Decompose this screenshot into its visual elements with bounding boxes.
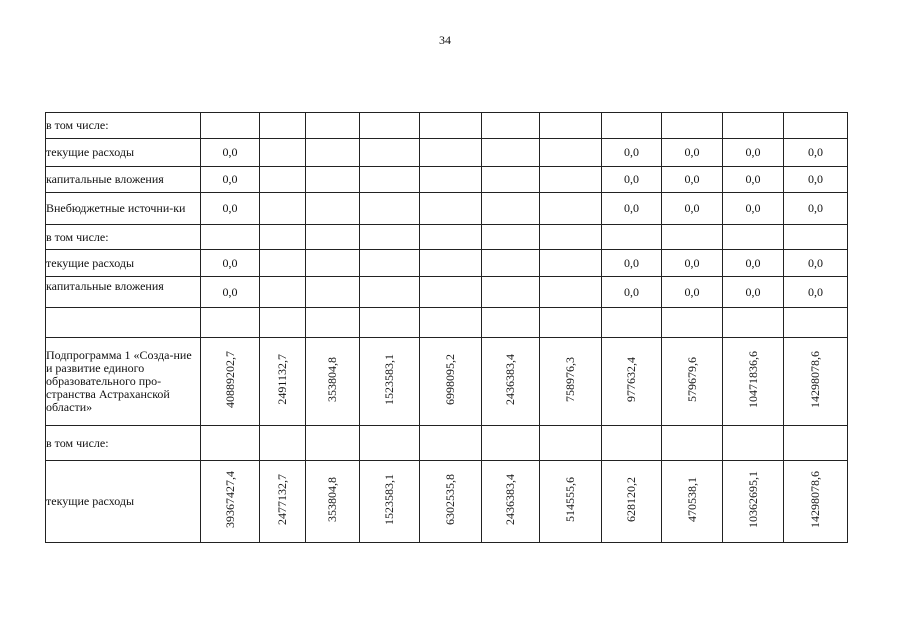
- cell-value: 758976,3: [563, 357, 577, 402]
- table-cell: [602, 113, 662, 139]
- table-row: [46, 167, 848, 193]
- table-cell: [260, 225, 306, 250]
- table-cell: [784, 113, 848, 139]
- table-cell: 0,0: [201, 250, 260, 277]
- table-cell: [260, 167, 306, 193]
- table-cell: [260, 461, 306, 543]
- page-number: 34: [439, 33, 451, 47]
- table-cell: [540, 139, 602, 167]
- table-cell: [306, 193, 360, 225]
- table-cell: [201, 225, 260, 250]
- table-cell: [540, 193, 602, 225]
- table-cell: [602, 225, 662, 250]
- table-cell: [420, 139, 482, 167]
- row-label: текущие расходы: [46, 139, 201, 167]
- row-label: [46, 308, 201, 338]
- table-cell: 0,0: [662, 277, 723, 308]
- table-cell: [260, 277, 306, 308]
- table-cell: 0,0: [723, 277, 784, 308]
- table-cell: [420, 250, 482, 277]
- table-cell: [420, 338, 482, 426]
- cell-value: 40889202,7: [222, 351, 237, 408]
- cell-value: 977632,4: [624, 357, 638, 402]
- table-cell: [723, 461, 784, 543]
- table-cell: 0,0: [201, 139, 260, 167]
- table-cell: [482, 225, 540, 250]
- row-label: в том числе:: [46, 113, 201, 139]
- table-cell: [482, 113, 540, 139]
- table-cell: 0,0: [602, 139, 662, 167]
- table-cell: [360, 167, 420, 193]
- table-cell: [602, 338, 662, 426]
- table-cell: 0,0: [201, 193, 260, 225]
- cell-value: 10362695,1: [745, 471, 760, 528]
- row-label: в том числе:: [46, 426, 201, 461]
- table-cell: [306, 167, 360, 193]
- table-cell: [420, 225, 482, 250]
- table-cell: [602, 461, 662, 543]
- table-cell: [306, 338, 360, 426]
- table-cell: [540, 277, 602, 308]
- table-cell: [420, 193, 482, 225]
- table-cell: [306, 250, 360, 277]
- budget-table: [45, 112, 848, 543]
- table-cell: [540, 250, 602, 277]
- row-label: текущие расходы: [46, 461, 201, 543]
- cell-value: 2436383,4: [503, 354, 517, 405]
- table-cell: 0,0: [723, 193, 784, 225]
- table-cell: [602, 308, 662, 338]
- cell-value: 2491132,7: [275, 354, 289, 405]
- table-cell: 0,0: [784, 139, 848, 167]
- table-cell: [306, 426, 360, 461]
- cell-value: 1523583,1: [382, 474, 396, 525]
- table-cell: [540, 426, 602, 461]
- table-cell: [360, 250, 420, 277]
- table-cell: [540, 113, 602, 139]
- table-cell: 0,0: [662, 167, 723, 193]
- table-cell: [784, 338, 848, 426]
- table-cell: [306, 113, 360, 139]
- table-cell: [540, 308, 602, 338]
- table-cell: [360, 277, 420, 308]
- table-cell: [306, 139, 360, 167]
- cell-value: 6302535,8: [443, 474, 457, 525]
- table-cell: [482, 167, 540, 193]
- table-cell: [360, 338, 420, 426]
- table-cell: [482, 338, 540, 426]
- table-cell: [360, 426, 420, 461]
- table-cell: [723, 225, 784, 250]
- table-cell: [662, 225, 723, 250]
- cell-value: 628120,2: [624, 477, 638, 522]
- table-cell: [784, 308, 848, 338]
- table-cell: [662, 426, 723, 461]
- table-cell: [260, 113, 306, 139]
- row-label: Внебюджетные источни-ки: [46, 193, 201, 225]
- cell-value: 39367427,4: [222, 471, 237, 528]
- cell-value: 2477132,7: [275, 474, 289, 525]
- table-cell: [784, 461, 848, 543]
- cell-value: 353804,8: [325, 477, 339, 522]
- table-row: [46, 250, 848, 277]
- table-cell: [723, 113, 784, 139]
- table-cell: [784, 225, 848, 250]
- table-cell: [784, 426, 848, 461]
- table-cell: [260, 193, 306, 225]
- table-cell: 0,0: [602, 250, 662, 277]
- table-cell: [306, 461, 360, 543]
- row-label: капитальные вложения: [46, 277, 201, 308]
- table-cell: [420, 277, 482, 308]
- row-label: текущие расходы: [46, 250, 201, 277]
- table-row: [46, 338, 848, 426]
- table-row: [46, 225, 848, 250]
- table-cell: [662, 338, 723, 426]
- table-cell: [482, 277, 540, 308]
- table-cell: 0,0: [201, 277, 260, 308]
- table-cell: [540, 338, 602, 426]
- table-cell: 0,0: [201, 167, 260, 193]
- table-cell: [482, 250, 540, 277]
- table-cell: [360, 113, 420, 139]
- table-cell: [482, 426, 540, 461]
- table-cell: 0,0: [602, 277, 662, 308]
- table-cell: [540, 167, 602, 193]
- table-cell: [306, 277, 360, 308]
- table-cell: [260, 308, 306, 338]
- table-cell: 0,0: [723, 139, 784, 167]
- cell-value: 10471836,6: [745, 351, 760, 408]
- table-cell: 0,0: [784, 250, 848, 277]
- row-label: Подпрограмма 1 «Созда-ние и развитие единого образовательного про-странства Астраханской области»: [46, 338, 201, 426]
- table-cell: [260, 250, 306, 277]
- table-cell: [420, 461, 482, 543]
- table-cell: [201, 308, 260, 338]
- cell-value: 2436383,4: [503, 474, 517, 525]
- table-cell: 0,0: [723, 250, 784, 277]
- table-cell: [723, 426, 784, 461]
- table-cell: [201, 461, 260, 543]
- table-cell: [360, 139, 420, 167]
- table-cell: 0,0: [784, 277, 848, 308]
- table-row: [46, 113, 848, 139]
- table-cell: [723, 338, 784, 426]
- table-cell: [360, 461, 420, 543]
- table-cell: [306, 308, 360, 338]
- table-cell: [420, 167, 482, 193]
- table-cell: [540, 461, 602, 543]
- table-row: [46, 139, 848, 167]
- table-cell: [602, 426, 662, 461]
- table-cell: [420, 426, 482, 461]
- cell-value: 1523583,1: [382, 354, 396, 405]
- table-cell: [260, 139, 306, 167]
- table-cell: [360, 308, 420, 338]
- table-cell: [201, 113, 260, 139]
- table-cell: [201, 426, 260, 461]
- table-cell: [420, 113, 482, 139]
- row-label: в том числе:: [46, 225, 201, 250]
- table-cell: [662, 113, 723, 139]
- table-cell: [723, 308, 784, 338]
- table-cell: 0,0: [602, 193, 662, 225]
- table-cell: 0,0: [662, 193, 723, 225]
- row-label: капитальные вложения: [46, 167, 201, 193]
- cell-value: 353804,8: [325, 357, 339, 402]
- cell-value: 14298078,6: [808, 471, 822, 528]
- table-cell: 0,0: [723, 167, 784, 193]
- cell-value: 14298078,6: [808, 351, 822, 408]
- table-cell: [482, 139, 540, 167]
- table-cell: [260, 426, 306, 461]
- cell-value: 579679,6: [684, 357, 699, 402]
- cell-value: 514555,6: [563, 477, 577, 522]
- table-row: [46, 461, 848, 543]
- table-cell: [306, 225, 360, 250]
- table-row: [46, 308, 848, 338]
- table-cell: 0,0: [662, 250, 723, 277]
- table-cell: [482, 461, 540, 543]
- table-cell: [260, 338, 306, 426]
- table-cell: 0,0: [784, 167, 848, 193]
- table-row: [46, 426, 848, 461]
- table-cell: [360, 193, 420, 225]
- table-cell: [420, 308, 482, 338]
- table-cell: [201, 338, 260, 426]
- table-cell: 0,0: [602, 167, 662, 193]
- table-row: [46, 193, 848, 225]
- table-cell: [540, 225, 602, 250]
- table-cell: [482, 308, 540, 338]
- cell-value: 470538,1: [684, 477, 699, 522]
- table-cell: [482, 193, 540, 225]
- table-cell: [662, 308, 723, 338]
- table-cell: [662, 461, 723, 543]
- table-cell: [360, 225, 420, 250]
- table-row: [46, 277, 848, 308]
- cell-value: 6998095,2: [443, 354, 457, 405]
- table-cell: 0,0: [662, 139, 723, 167]
- table-cell: 0,0: [784, 193, 848, 225]
